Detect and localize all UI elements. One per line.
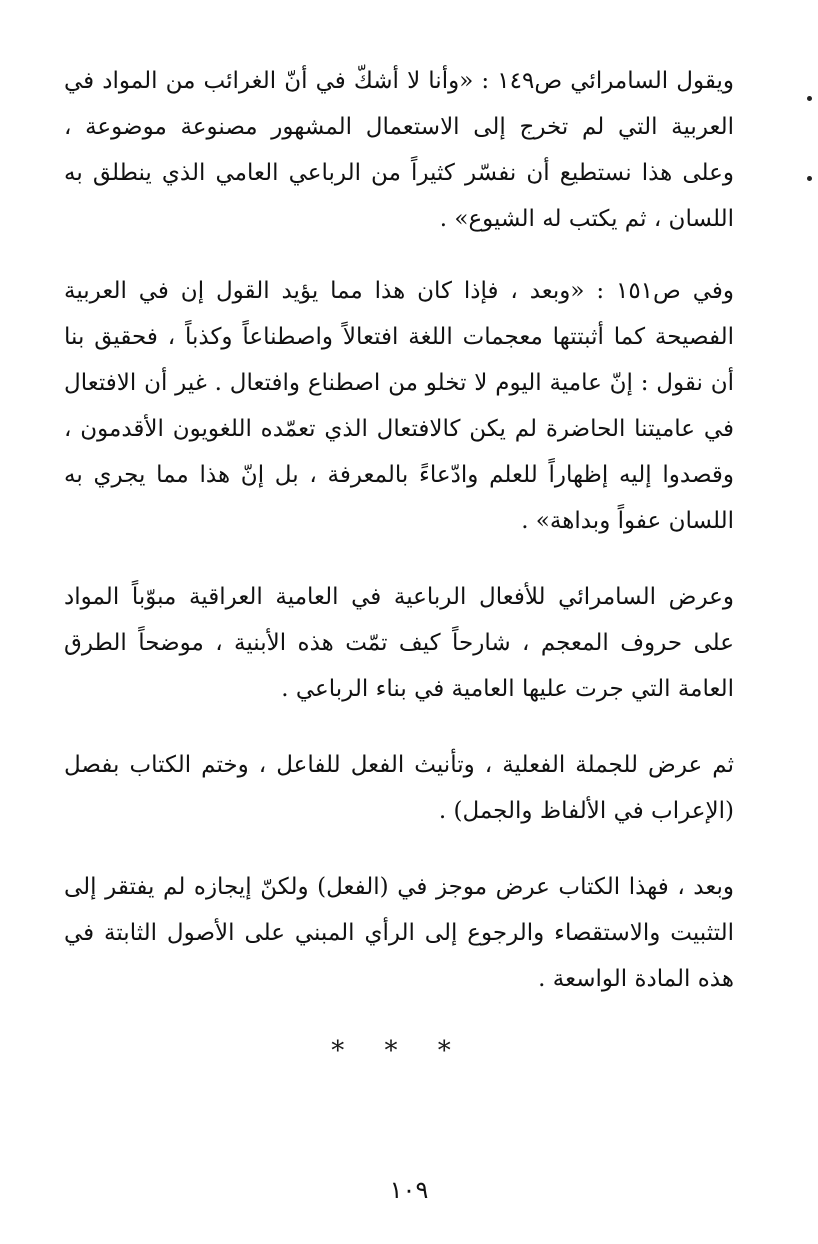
section-separator: * * * [331, 1036, 467, 1066]
paragraph-4: ثم عرض للجملة الفعلية ، وتأنيث الفعل للفاعل ، وختم الكتاب بفصل (الإعراب في الألفاظ والجمل) . [64, 752, 734, 824]
paragraph-2: وفي ص١٥١ : «وبعد ، فإذا كان هذا مما يؤيد القول إن في العربية الفصيحة كما أثبتتها معجمات اللغة افتعالاً واصطناعاً وكذباً ، فحقيق بنا أن نقول : إنّ عامية اليوم لا تخلو من اصطناع وافتعال . غير أن الافتعال في عاميتنا الحاضرة لم يكن كالافتعال الذي تعمّده اللغويون الأقدمون ، وقصدوا إليه إظهاراً للعلم وادّعاءً بالمعرفة ، بل إنّ هذا مما يجري به اللسان عفواً وبداهة» . [64, 278, 734, 534]
paragraph-5: وبعد ، فهذا الكتاب عرض موجز في (الفعل) ولكنّ إيجازه لم يفتقر إلى التثبيت والاستقصاء والرجوع إلى الرأي المبني على الأصول الثابتة في هذه المادة الواسعة . [64, 874, 734, 992]
page-body [64, 58, 734, 1066]
page-number: ١٠٩ [389, 1176, 429, 1204]
paragraph-1: ويقول السامرائي ص١٤٩ : «وأنا لا أشكّ في أنّ الغرائب من المواد في العربية التي لم تخرج إلى الاستعمال المشهور مصنوعة موضوعة ، وعلى هذا نستطيع أن نفسّر كثيراً من الرباعي العامي الذي ينطلق به اللسان ، ثم يكتب له الشيوع» . [64, 68, 734, 232]
paragraph-3: وعرض السامرائي للأفعال الرباعية في العامية العراقية مبوّباً المواد على حروف المعجم ، شارحاً كيف تمّت هذه الأبنية ، موضحاً الطرق العامة التي جرت عليها العامية في بناء الرباعي . [64, 584, 734, 702]
margin-dot [807, 176, 812, 181]
margin-dot [807, 96, 812, 101]
